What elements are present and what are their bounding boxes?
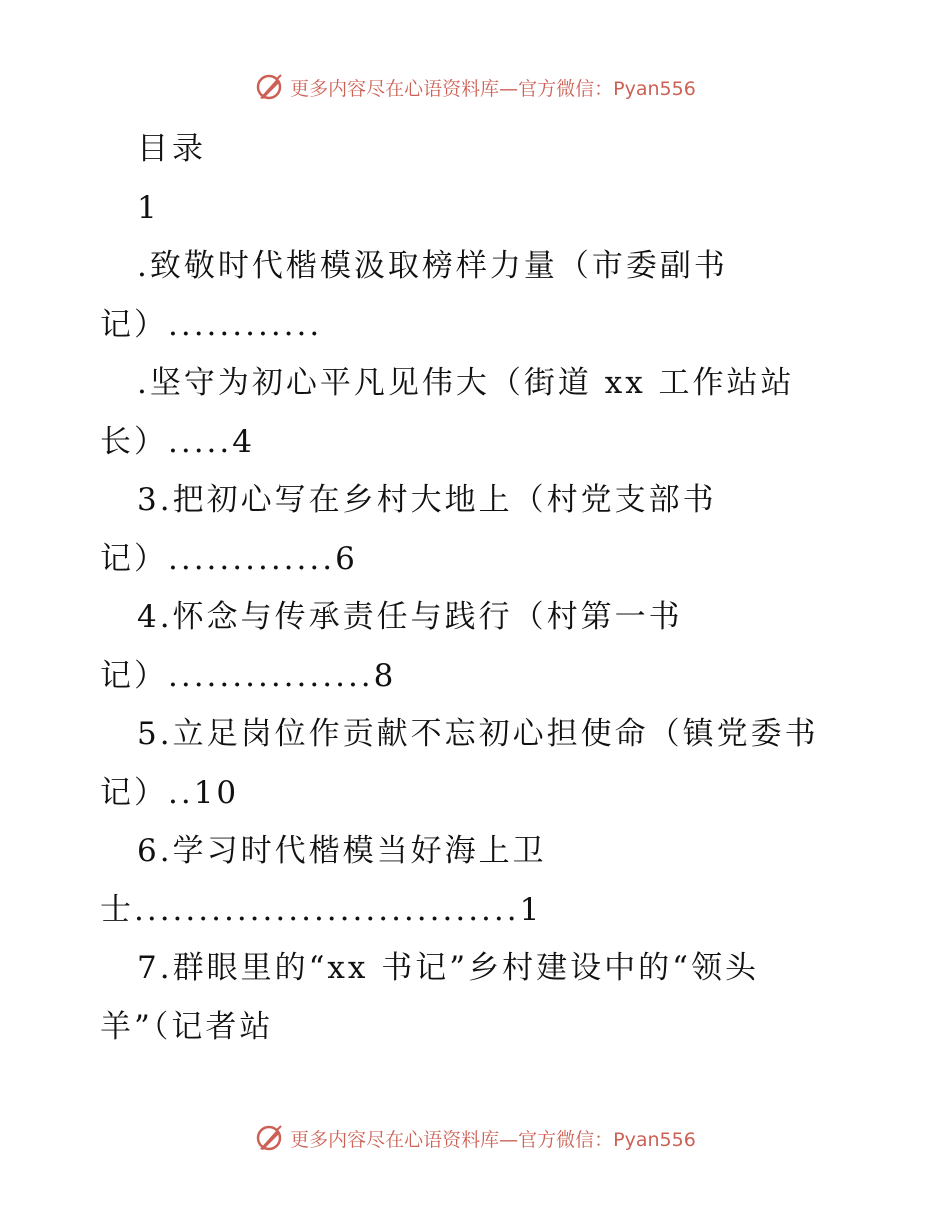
toc-entry-4-cont: 记）................8 bbox=[100, 657, 397, 694]
toc-entry-3-cont: 记）.............6 bbox=[100, 540, 358, 577]
toc-entry-7: 7.群眼里的“xx 书记”乡村建设中的“领头 bbox=[137, 950, 759, 986]
toc-entry-5-cont: 记）..10 bbox=[100, 774, 240, 811]
toc-entry-1: .致敬时代楷模汲取榜样力量（市委副书 bbox=[137, 248, 728, 284]
quill-pen-logo-icon bbox=[254, 1123, 284, 1153]
toc-line: 1 bbox=[137, 189, 160, 226]
toc-entry-6-cont: 士..............................1 bbox=[100, 891, 543, 928]
watermark-text: 更多内容尽在心语资料库—官方微信：Pyan556 bbox=[290, 77, 696, 100]
toc-heading: 目录 bbox=[137, 131, 207, 167]
toc-entry-1-cont: 记）............ bbox=[100, 306, 323, 343]
toc-entry-4: 4.怀念与传承责任与践行（村第一书 bbox=[137, 599, 683, 635]
toc-entry-2-cont: 长）.....4 bbox=[100, 423, 255, 460]
table-of-contents bbox=[100, 120, 860, 1056]
toc-entry-2: .坚守为初心平凡见伟大（街道 xx 工作站站 bbox=[137, 365, 795, 401]
toc-entry-7-cont: 羊”（记者站 bbox=[100, 1008, 274, 1045]
toc-entry-3: 3.把初心写在乡村大地上（村党支部书 bbox=[137, 482, 717, 518]
header-watermark bbox=[0, 72, 950, 102]
footer-watermark bbox=[0, 1123, 950, 1153]
toc-entry-5: 5.立足岗位作贡献不忘初心担使命（镇党委书 bbox=[137, 716, 819, 752]
quill-pen-logo-icon bbox=[254, 72, 284, 102]
watermark-text: 更多内容尽在心语资料库—官方微信：Pyan556 bbox=[290, 1128, 696, 1151]
toc-entry-6: 6.学习时代楷模当好海上卫 bbox=[137, 833, 547, 869]
